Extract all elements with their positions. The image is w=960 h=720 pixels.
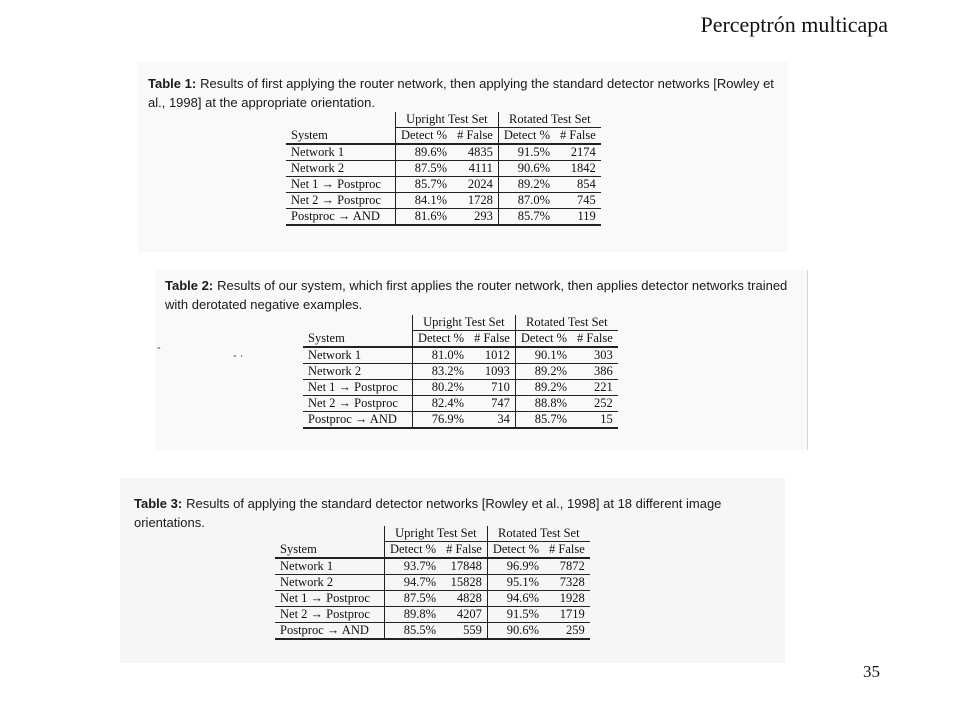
table-3-label: Table 3: (134, 496, 183, 511)
cell-system: Postproc → AND (286, 209, 395, 226)
cell-upright-detect: 89.6% (395, 144, 452, 161)
cell-upright-false: 2024 (452, 177, 498, 193)
cell-rotated-detect: 89.2% (498, 177, 555, 193)
cell-system: Net 2 → Postproc (286, 193, 395, 209)
cell-upright-false: 17848 (441, 558, 487, 575)
header-upright-test-set: Upright Test Set (395, 112, 498, 128)
cell-upright-detect: 87.5% (395, 161, 452, 177)
table-row (286, 177, 601, 193)
cell-upright-false: 15828 (441, 575, 487, 591)
cell-upright-false: 747 (469, 396, 515, 412)
cell-upright-detect: 93.7% (384, 558, 441, 575)
header-upright-false: # False (452, 128, 498, 145)
cell-system: Network 2 (303, 364, 412, 380)
cell-rotated-false: 252 (572, 396, 618, 412)
cell-rotated-detect: 89.2% (515, 380, 572, 396)
table-row (286, 193, 601, 209)
cell-rotated-detect: 88.8% (515, 396, 572, 412)
cell-rotated-detect: 90.6% (487, 623, 544, 640)
cell-rotated-detect: 89.2% (515, 364, 572, 380)
table-row (286, 209, 601, 226)
header-rotated-detect: Detect % (515, 331, 572, 348)
cell-upright-false: 559 (441, 623, 487, 640)
cell-upright-detect: 82.4% (412, 396, 469, 412)
cell-rotated-false: 1928 (544, 591, 590, 607)
cell-rotated-false: 303 (572, 347, 618, 364)
cell-upright-false: 4835 (452, 144, 498, 161)
cell-upright-false: 710 (469, 380, 515, 396)
header-rotated-detect: Detect % (487, 542, 544, 559)
table-2 (303, 315, 618, 429)
table-3 (275, 526, 590, 640)
cell-system: Network 2 (286, 161, 395, 177)
cell-rotated-detect: 87.0% (498, 193, 555, 209)
cell-rotated-false: 7328 (544, 575, 590, 591)
header-system: System (303, 315, 412, 347)
table-1-caption-text: Results of first applying the router network, then applying the standard detector networks [Rowley et al., 1998] at the appropriate orientation. (148, 76, 774, 110)
cell-upright-false: 1728 (452, 193, 498, 209)
cell-system: Network 2 (275, 575, 384, 591)
cell-rotated-detect: 94.6% (487, 591, 544, 607)
table-row (303, 380, 618, 396)
table-2-label: Table 2: (165, 278, 214, 293)
header-rotated-false: # False (544, 542, 590, 559)
cell-system: Postproc → AND (303, 412, 412, 429)
table-2-caption-text: Results of our system, which first applies the router network, then applies detector networks trained with derotated negative examples. (165, 278, 788, 312)
cell-rotated-false: 854 (555, 177, 601, 193)
cell-upright-false: 1012 (469, 347, 515, 364)
header-upright-detect: Detect % (384, 542, 441, 559)
table-row (286, 144, 601, 161)
cell-upright-detect: 80.2% (412, 380, 469, 396)
cell-system: Net 2 → Postproc (303, 396, 412, 412)
table-1 (286, 112, 601, 226)
table-row (303, 347, 618, 364)
cell-system: Network 1 (303, 347, 412, 364)
table-row (303, 396, 618, 412)
table-2-caption (165, 276, 810, 314)
cell-rotated-false: 1842 (555, 161, 601, 177)
cell-upright-false: 4207 (441, 607, 487, 623)
cell-rotated-false: 2174 (555, 144, 601, 161)
cell-rotated-detect: 95.1% (487, 575, 544, 591)
cell-upright-detect: 76.9% (412, 412, 469, 429)
cell-upright-false: 293 (452, 209, 498, 226)
cell-rotated-detect: 90.6% (498, 161, 555, 177)
cell-rotated-detect: 91.5% (487, 607, 544, 623)
cell-rotated-false: 15 (572, 412, 618, 429)
cell-system: Postproc → AND (275, 623, 384, 640)
table-row (275, 623, 590, 640)
table-1-caption (148, 74, 793, 112)
header-rotated-test-set: Rotated Test Set (487, 526, 589, 542)
cell-rotated-false: 221 (572, 380, 618, 396)
cell-rotated-false: 745 (555, 193, 601, 209)
table-row (275, 558, 590, 575)
cell-rotated-false: 1719 (544, 607, 590, 623)
header-rotated-false: # False (572, 331, 618, 348)
cell-upright-false: 4111 (452, 161, 498, 177)
cell-rotated-false: 259 (544, 623, 590, 640)
cell-upright-detect: 89.8% (384, 607, 441, 623)
header-rotated-false: # False (555, 128, 601, 145)
table-row (275, 607, 590, 623)
cell-rotated-detect: 90.1% (515, 347, 572, 364)
cell-system: Net 1 → Postproc (275, 591, 384, 607)
header-upright-false: # False (441, 542, 487, 559)
header-system: System (286, 112, 395, 144)
table-row (275, 591, 590, 607)
cell-system: Net 2 → Postproc (275, 607, 384, 623)
table-3-caption-text: Results of applying the standard detector networks [Rowley et al., 1998] at 18 different image orientations. (134, 496, 722, 530)
cell-upright-false: 34 (469, 412, 515, 429)
cell-upright-detect: 85.7% (395, 177, 452, 193)
cell-system: Net 1 → Postproc (303, 380, 412, 396)
cell-rotated-detect: 85.7% (515, 412, 572, 429)
table-3-scan (120, 478, 785, 663)
cell-upright-detect: 87.5% (384, 591, 441, 607)
slide-title: Perceptrón multicapa (700, 12, 888, 37)
cell-upright-detect: 94.7% (384, 575, 441, 591)
cell-system: Net 1 → Postproc (286, 177, 395, 193)
cell-rotated-false: 119 (555, 209, 601, 226)
header-system: System (275, 526, 384, 558)
table-2-scan (155, 270, 808, 450)
table-1-scan (138, 62, 788, 252)
table-row (303, 364, 618, 380)
table-1-label: Table 1: (148, 76, 197, 91)
cell-rotated-false: 386 (572, 364, 618, 380)
scan-mark: - (157, 342, 161, 354)
header-rotated-test-set: Rotated Test Set (515, 315, 617, 331)
cell-rotated-detect: 96.9% (487, 558, 544, 575)
cell-rotated-detect: 91.5% (498, 144, 555, 161)
cell-system: Network 1 (286, 144, 395, 161)
cell-upright-false: 1093 (469, 364, 515, 380)
page-number: 35 (863, 662, 880, 681)
header-rotated-detect: Detect % (498, 128, 555, 145)
table-row (303, 412, 618, 429)
table-row (275, 575, 590, 591)
cell-rotated-detect: 85.7% (498, 209, 555, 226)
cell-system: Network 1 (275, 558, 384, 575)
header-rotated-test-set: Rotated Test Set (498, 112, 600, 128)
header-upright-test-set: Upright Test Set (384, 526, 487, 542)
header-upright-false: # False (469, 331, 515, 348)
header-upright-test-set: Upright Test Set (412, 315, 515, 331)
table-row (286, 161, 601, 177)
cell-rotated-false: 7872 (544, 558, 590, 575)
cell-upright-detect: 83.2% (412, 364, 469, 380)
cell-upright-detect: 84.1% (395, 193, 452, 209)
header-upright-detect: Detect % (395, 128, 452, 145)
scan-mark: - · (233, 350, 244, 362)
cell-upright-detect: 81.0% (412, 347, 469, 364)
cell-upright-detect: 85.5% (384, 623, 441, 640)
cell-upright-false: 4828 (441, 591, 487, 607)
header-upright-detect: Detect % (412, 331, 469, 348)
cell-upright-detect: 81.6% (395, 209, 452, 226)
